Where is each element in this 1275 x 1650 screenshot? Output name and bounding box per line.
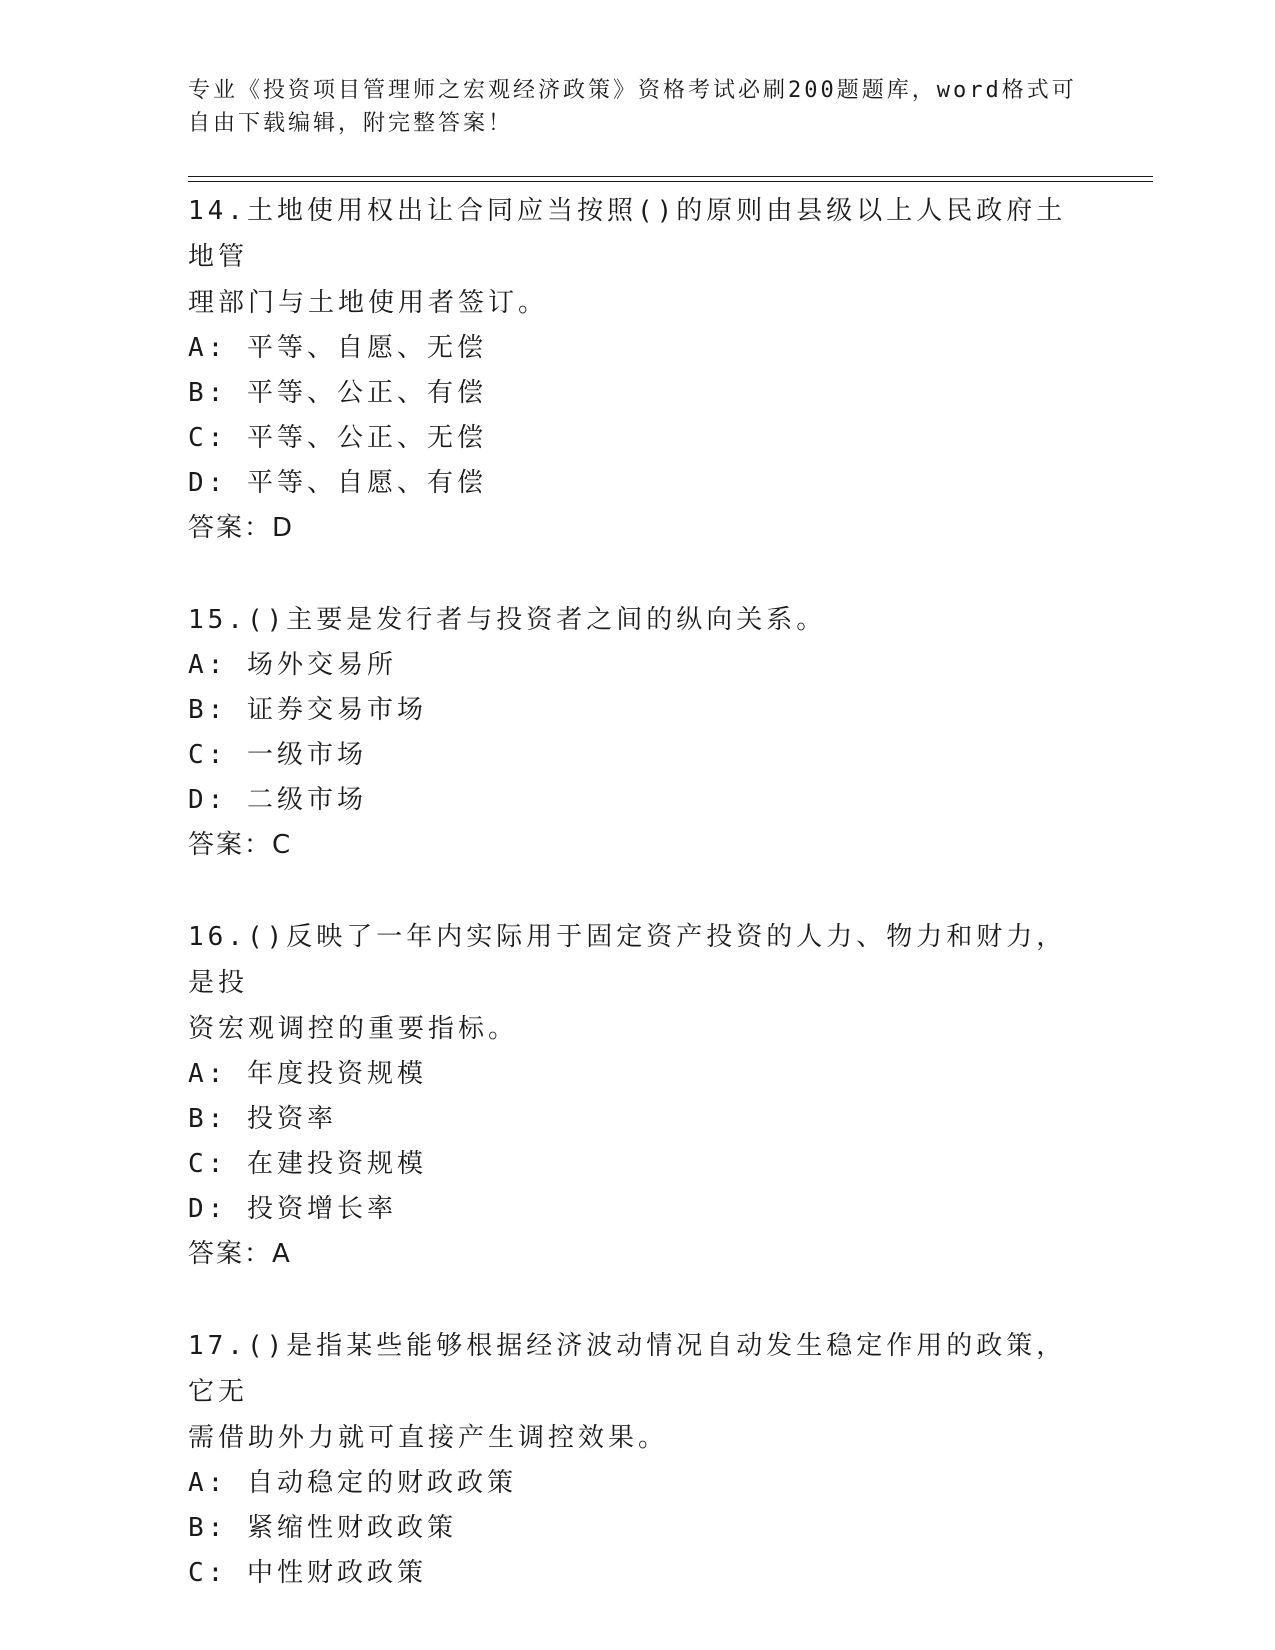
question-stem: 理部门与土地使用者签订。: [188, 288, 549, 318]
option-d: D: 二级市场: [188, 785, 367, 815]
option-d: D: 平等、自愿、有偿: [188, 468, 487, 498]
question-stem: 16.()反映了一年内实际用于固定资产投资的人力、物力和财力，是投: [188, 922, 1067, 998]
answer: 答案：A: [188, 1239, 292, 1269]
question-stem: 资宏观调控的重要指标。: [188, 1014, 519, 1044]
option-a: A: 自动稳定的财政政策: [188, 1468, 517, 1498]
header-line-2: 自由下载编辑，附完整答案！: [188, 111, 514, 136]
question-stem: 15.()主要是发行者与投资者之间的纵向关系。: [188, 605, 827, 635]
answer: 答案：D: [188, 513, 295, 543]
option-b: B: 紧缩性财政政策: [188, 1513, 457, 1543]
question-17: [188, 1323, 1088, 1596]
question-16: [188, 914, 1088, 1277]
option-c: C: 一级市场: [188, 740, 367, 770]
answer: 答案：C: [188, 830, 293, 860]
question-stem: 14.土地使用权出让合同应当按照()的原则由县级以上人民政府土地管: [188, 196, 1067, 272]
document-header: [188, 74, 1088, 140]
header-divider-top: [188, 176, 1153, 177]
header-line-1: 专业《投资项目管理师之宏观经济政策》资格考试必刷200题题库，word格式可: [188, 78, 1077, 103]
question-15: [188, 597, 1088, 868]
option-c: C: 中性财政政策: [188, 1558, 427, 1588]
option-b: B: 平等、公正、有偿: [188, 378, 487, 408]
question-list: [188, 188, 1088, 1642]
option-c: C: 平等、公正、无偿: [188, 423, 487, 453]
option-b: B: 证券交易市场: [188, 695, 427, 725]
option-c: C: 在建投资规模: [188, 1149, 427, 1179]
option-a: A: 年度投资规模: [188, 1059, 427, 1089]
question-14: [188, 188, 1088, 551]
question-stem: 17.()是指某些能够根据经济波动情况自动发生稳定作用的政策，它无: [188, 1331, 1067, 1407]
option-a: A: 场外交易所: [188, 650, 397, 680]
option-b: B: 投资率: [188, 1104, 337, 1134]
header-divider-bottom: [188, 181, 1153, 182]
option-d: D: 投资增长率: [188, 1194, 397, 1224]
option-a: A: 平等、自愿、无偿: [188, 333, 487, 363]
question-stem: 需借助外力就可直接产生调控效果。: [188, 1423, 669, 1453]
